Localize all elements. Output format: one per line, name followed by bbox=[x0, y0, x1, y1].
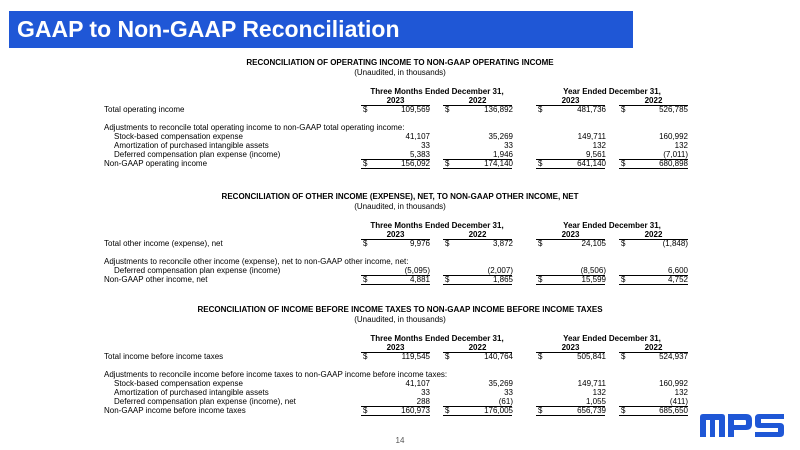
row-value: 1,865 bbox=[492, 275, 513, 284]
currency-symbol: $ bbox=[363, 352, 368, 361]
table-row bbox=[0, 132, 800, 141]
column-group-header: Three Months Ended December 31, bbox=[370, 334, 504, 343]
row-label: Adjustments to reconcile total operating income to non-GAAP total operating income: bbox=[104, 123, 405, 132]
table-row bbox=[0, 266, 800, 275]
column-group-header: Three Months Ended December 31, bbox=[370, 87, 504, 96]
row-value: 656,739 bbox=[577, 406, 606, 415]
row-value: 641,140 bbox=[577, 159, 606, 168]
row-value: 35,269 bbox=[488, 379, 513, 388]
year-column-header: 2023 bbox=[536, 230, 605, 240]
row-value: 288 bbox=[416, 397, 430, 406]
currency-symbol: $ bbox=[538, 159, 543, 168]
row-label: Amortization of purchased intangible assets bbox=[114, 388, 269, 397]
row-value: 33 bbox=[421, 388, 430, 397]
row-value: 680,898 bbox=[659, 159, 688, 168]
year-column-header: 2022 bbox=[619, 343, 688, 353]
subtotal-rule bbox=[361, 275, 430, 276]
row-label: Deferred compensation plan expense (income), net bbox=[114, 397, 296, 406]
section-subtitle: (Unaudited, in thousands) bbox=[354, 202, 446, 211]
subtotal-rule bbox=[536, 406, 605, 407]
total-rule bbox=[443, 415, 512, 416]
year-column-header: 2023 bbox=[536, 343, 605, 353]
row-value: 5,383 bbox=[409, 150, 430, 159]
year-column-header: 2023 bbox=[361, 230, 430, 240]
reconciliation-section bbox=[0, 192, 800, 322]
section-title: RECONCILIATION OF OPERATING INCOME TO NON-GAAP OPERATING INCOME bbox=[246, 58, 554, 67]
table-row bbox=[0, 275, 800, 284]
subtotal-rule bbox=[536, 275, 605, 276]
slide-title: GAAP to Non-GAAP Reconciliation bbox=[9, 11, 633, 48]
table-row bbox=[0, 370, 800, 379]
currency-symbol: $ bbox=[363, 275, 368, 284]
currency-symbol: $ bbox=[445, 352, 450, 361]
row-label: Deferred compensation plan expense (income) bbox=[114, 266, 281, 275]
section-title: RECONCILIATION OF OTHER INCOME (EXPENSE), NET, TO NON-GAAP OTHER INCOME, NET bbox=[221, 192, 579, 201]
subtotal-rule bbox=[443, 406, 512, 407]
currency-symbol: $ bbox=[445, 239, 450, 248]
row-value: (7,011) bbox=[663, 150, 688, 159]
row-value: 481,736 bbox=[577, 105, 606, 114]
year-column-header: 2022 bbox=[619, 96, 688, 106]
row-value: 136,892 bbox=[484, 105, 513, 114]
currency-symbol: $ bbox=[445, 105, 450, 114]
currency-symbol: $ bbox=[363, 159, 368, 168]
row-label: Non-GAAP other income, net bbox=[104, 275, 208, 284]
total-rule bbox=[619, 168, 688, 169]
section-title: RECONCILIATION OF INCOME BEFORE INCOME TAXES TO NON-GAAP INCOME BEFORE INCOME TAXES bbox=[197, 305, 603, 314]
subtotal-rule bbox=[361, 159, 430, 160]
row-label: Adjustments to reconcile other income (expense), net to non-GAAP other income, net: bbox=[104, 257, 409, 266]
row-value: 24,105 bbox=[581, 239, 606, 248]
row-value: 505,841 bbox=[577, 352, 606, 361]
row-value: 119,545 bbox=[401, 352, 430, 361]
row-label: Deferred compensation plan expense (income) bbox=[114, 150, 281, 159]
page-number: 14 bbox=[395, 436, 405, 445]
row-value: 174,140 bbox=[484, 159, 513, 168]
total-rule bbox=[361, 415, 430, 416]
currency-symbol: $ bbox=[621, 275, 626, 284]
currency-symbol: $ bbox=[621, 406, 626, 415]
year-column-header: 2022 bbox=[443, 230, 512, 240]
total-rule bbox=[619, 415, 688, 416]
table-row bbox=[0, 388, 800, 397]
row-value: 1,946 bbox=[492, 150, 513, 159]
year-column-header: 2023 bbox=[536, 96, 605, 106]
subtotal-rule bbox=[536, 159, 605, 160]
year-column-header: 2023 bbox=[361, 343, 430, 353]
table-row bbox=[0, 239, 800, 248]
row-value: 132 bbox=[592, 388, 606, 397]
currency-symbol: $ bbox=[445, 159, 450, 168]
column-group-header: Year Ended December 31, bbox=[563, 334, 661, 343]
table-row bbox=[0, 123, 800, 132]
row-value: 33 bbox=[504, 388, 513, 397]
total-rule bbox=[619, 284, 688, 285]
table-row bbox=[0, 257, 800, 266]
total-rule bbox=[361, 168, 430, 169]
currency-symbol: $ bbox=[538, 352, 543, 361]
subtotal-rule bbox=[443, 159, 512, 160]
total-rule bbox=[443, 284, 512, 285]
column-group-header: Year Ended December 31, bbox=[563, 87, 661, 96]
table-row bbox=[0, 397, 800, 406]
row-value: 156,092 bbox=[401, 159, 430, 168]
currency-symbol: $ bbox=[538, 406, 543, 415]
row-label: Adjustments to reconcile income before income taxes to non-GAAP income before income taxes: bbox=[104, 370, 448, 379]
subtotal-rule bbox=[619, 159, 688, 160]
row-value: 41,107 bbox=[405, 379, 430, 388]
row-label: Non-GAAP operating income bbox=[104, 159, 208, 168]
row-value: 35,269 bbox=[488, 132, 513, 141]
row-label: Amortization of purchased intangible assets bbox=[114, 141, 269, 150]
row-value: (8,506) bbox=[580, 266, 606, 275]
row-value: 4,752 bbox=[667, 275, 688, 284]
currency-symbol: $ bbox=[621, 352, 626, 361]
subtotal-rule bbox=[361, 406, 430, 407]
table-row bbox=[0, 159, 800, 168]
currency-symbol: $ bbox=[363, 406, 368, 415]
subtotal-rule bbox=[619, 275, 688, 276]
section-subtitle: (Unaudited, in thousands) bbox=[354, 68, 446, 77]
total-rule bbox=[536, 168, 605, 169]
row-value: 33 bbox=[421, 141, 430, 150]
currency-symbol: $ bbox=[621, 105, 626, 114]
currency-symbol: $ bbox=[363, 239, 368, 248]
total-rule bbox=[443, 168, 512, 169]
row-value: 132 bbox=[592, 141, 606, 150]
row-value: 149,711 bbox=[577, 379, 606, 388]
currency-symbol: $ bbox=[538, 275, 543, 284]
currency-symbol: $ bbox=[363, 105, 368, 114]
row-value: 132 bbox=[674, 141, 688, 150]
section-subtitle: (Unaudited, in thousands) bbox=[354, 315, 446, 324]
year-column-header: 2023 bbox=[361, 96, 430, 106]
row-value: (61) bbox=[498, 397, 513, 406]
row-value: 160,973 bbox=[401, 406, 430, 415]
row-value: 41,107 bbox=[405, 132, 430, 141]
row-label: Total income before income taxes bbox=[104, 352, 224, 361]
currency-symbol: $ bbox=[445, 275, 450, 284]
subtotal-rule bbox=[443, 275, 512, 276]
table-row bbox=[0, 352, 800, 361]
column-group-header: Year Ended December 31, bbox=[563, 221, 661, 230]
row-value: 6,600 bbox=[667, 266, 688, 275]
table-row bbox=[0, 105, 800, 114]
row-value: (411) bbox=[669, 397, 688, 406]
row-value: 176,005 bbox=[484, 406, 513, 415]
currency-symbol: $ bbox=[538, 239, 543, 248]
row-value: 3,872 bbox=[492, 239, 513, 248]
subtotal-rule bbox=[619, 406, 688, 407]
reconciliation-section bbox=[0, 58, 800, 188]
total-rule bbox=[361, 284, 430, 285]
currency-symbol: $ bbox=[538, 105, 543, 114]
row-value: 33 bbox=[504, 141, 513, 150]
row-value: (2,007) bbox=[487, 266, 513, 275]
year-column-header: 2022 bbox=[443, 343, 512, 353]
row-value: 160,992 bbox=[659, 379, 688, 388]
row-label: Stock-based compensation expense bbox=[114, 379, 243, 388]
table-row bbox=[0, 150, 800, 159]
row-value: 149,711 bbox=[577, 132, 606, 141]
reconciliation-section bbox=[0, 305, 800, 435]
column-group-header: Three Months Ended December 31, bbox=[370, 221, 504, 230]
currency-symbol: $ bbox=[621, 239, 626, 248]
row-value: 140,764 bbox=[484, 352, 513, 361]
year-column-header: 2022 bbox=[443, 96, 512, 106]
row-label: Total operating income bbox=[104, 105, 185, 114]
table-row bbox=[0, 141, 800, 150]
row-value: 109,569 bbox=[401, 105, 430, 114]
row-label: Non-GAAP income before income taxes bbox=[104, 406, 246, 415]
row-value: (1,848) bbox=[662, 239, 688, 248]
row-value: 524,937 bbox=[659, 352, 688, 361]
row-value: 526,785 bbox=[659, 105, 688, 114]
table-row bbox=[0, 379, 800, 388]
row-value: 1,055 bbox=[585, 397, 606, 406]
total-rule bbox=[536, 284, 605, 285]
currency-symbol: $ bbox=[621, 159, 626, 168]
row-label: Stock-based compensation expense bbox=[114, 132, 243, 141]
row-label: Total other income (expense), net bbox=[104, 239, 223, 248]
row-value: (5,095) bbox=[404, 266, 430, 275]
mps-logo bbox=[698, 411, 788, 441]
year-column-header: 2022 bbox=[619, 230, 688, 240]
table-row bbox=[0, 406, 800, 415]
row-value: 160,992 bbox=[659, 132, 688, 141]
row-value: 9,976 bbox=[409, 239, 430, 248]
currency-symbol: $ bbox=[445, 406, 450, 415]
row-value: 4,881 bbox=[409, 275, 430, 284]
row-value: 9,561 bbox=[585, 150, 606, 159]
row-value: 685,650 bbox=[659, 406, 688, 415]
row-value: 132 bbox=[674, 388, 688, 397]
total-rule bbox=[536, 415, 605, 416]
row-value: 15,599 bbox=[581, 275, 606, 284]
